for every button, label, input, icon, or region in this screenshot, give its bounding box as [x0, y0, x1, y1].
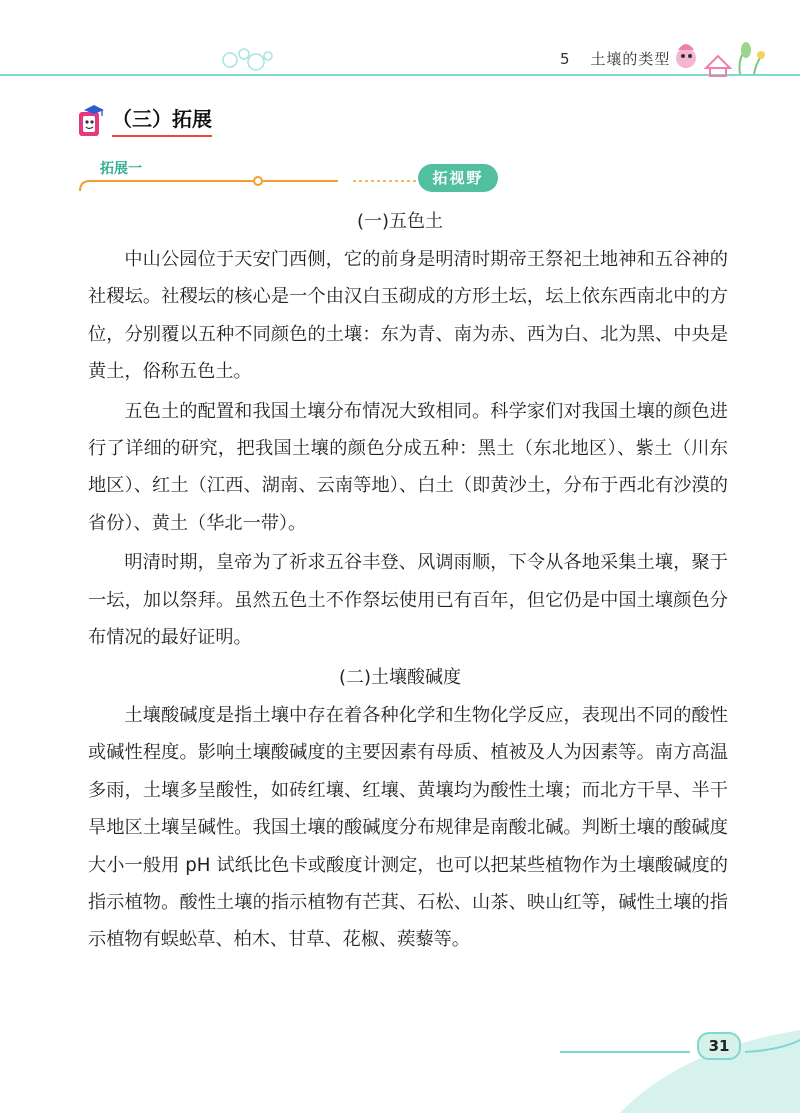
footer-corner-decoration	[560, 1010, 800, 1113]
part1-subtitle: (一)五色土	[356, 211, 444, 232]
section-heading	[76, 100, 212, 140]
chapter-title: 土壤的类型	[590, 50, 671, 68]
chapter-header	[560, 48, 670, 69]
part1-paragraph: 明清时期，皇帝为了祈求五谷丰登、风调雨顺，下令从各地采集土壤，聚于一坛，加以祭拜。虽然五色土不作祭坛使用已有百年，但它仍是中国土壤颜色分布情况的最好证明。	[88, 552, 728, 649]
cartoon-decoration-icon	[670, 30, 770, 80]
part1-paragraph: 五色土的配置和我国土壤分布情况大致相同。科学家们对我国土壤的颜色进行了详细的研究，把我国土壤的颜色分成五种：黑土（东北地区）、紫土（川东地区）、红土（江西、湖南、云南等地）、白土（即黄沙土，分布于西北有沙漠的省份）、黄土（华北一带）。	[88, 400, 728, 534]
part1-paragraph: 中山公园位于天安门西侧，它的前身是明清时期帝王祭祀土地神和五谷神的社稷坛。社稷坛的核心是一个由汉白玉砌成的方形土坛，坛上依东西南北中的方位，分别覆以五种不同颜色的土壤：东为青、南为赤、西为白、北为黑、中央是黄土，俗称五色土。	[88, 249, 728, 383]
part2-subtitle: (二)土壤酸碱度	[338, 667, 462, 688]
part1-body	[88, 241, 728, 656]
part2-body	[88, 697, 728, 959]
page-number: 31	[697, 1032, 741, 1060]
part2-paragraph: 土壤酸碱度是指土壤中存在着各种化学和生物化学反应，表现出不同的酸性或碱性程度。影响土壤酸碱度的主要因素有母质、植被及人为因素等。南方高温多雨，土壤多呈酸性，如砖红壤、红壤、黄壤均为酸性土壤；而北方干旱、半干旱地区土壤呈碱性。我国土壤的酸碱度分布规律是南酸北碱。判断土壤的酸碱度大小一般用 pH 试纸比色卡或酸度计测定，也可以把某些植物作为土壤酸碱度的指示植物。酸性土壤的指示植物有芒萁、石松、山茶、映山红等，碱性土壤的指示植物有蜈蚣草、柏木、甘草、花椒、蒺藜等。	[88, 705, 728, 951]
bubbles-decoration-icon	[218, 40, 278, 80]
book-mascot-icon	[76, 102, 106, 138]
extension-label: 拓展一	[100, 161, 142, 177]
extension-badge: 拓视野	[418, 164, 498, 192]
section-title: （三）拓展	[112, 103, 212, 137]
chapter-number: 5	[560, 50, 571, 68]
